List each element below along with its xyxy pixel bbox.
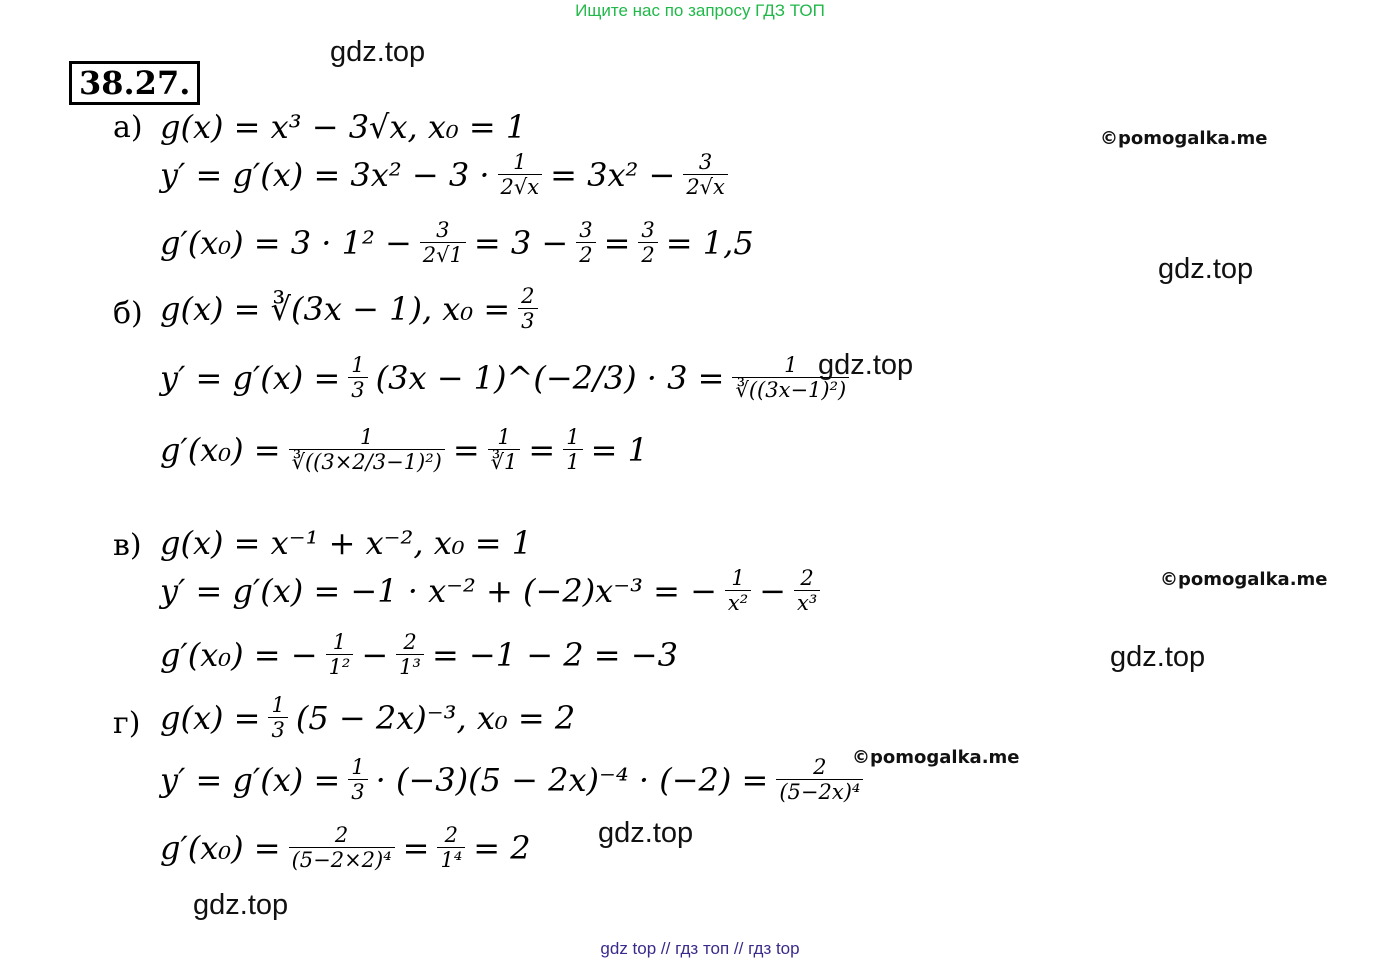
equation-text: g(x) = ∛(3x − 1), x₀ =: [160, 289, 511, 328]
fraction: $\frac{1}{1}$: [563, 425, 582, 474]
fraction: $\frac{1}{\text{∛((3x−1)²)}}$: [732, 353, 849, 402]
equation-text: g′(x₀) =: [160, 828, 281, 867]
equation-text: (5 − 2x)⁻³, x₀ = 2: [295, 698, 576, 737]
fraction: $\frac{2}{\text{x³}}$: [794, 566, 820, 615]
equation-text: y′ = g′(x) =: [160, 760, 341, 799]
equation-text: g′(x₀) = 3 · 1² −: [160, 223, 412, 262]
part-label: в): [113, 528, 142, 563]
watermark-gdz: gdz.top: [193, 889, 289, 921]
equation-text: y′ = g′(x) = 3x² − 3 ·: [160, 155, 490, 194]
watermark-pomogalka: ©pomogalka.me: [852, 747, 1020, 768]
watermark-pomogalka: ©pomogalka.me: [1100, 128, 1268, 149]
fraction: $\frac{3}{2√1}$: [420, 218, 466, 267]
equation-line: [160, 630, 678, 679]
equation-line: [160, 218, 754, 267]
equation-line: [160, 150, 731, 199]
watermark-gdz: gdz.top: [1158, 253, 1254, 285]
equation-text: = 3 −: [473, 223, 569, 262]
problem-number: 38.27.: [69, 61, 200, 105]
fraction: $\frac{1}{3}$: [268, 693, 287, 742]
fraction: $\frac{3}{2}$: [576, 218, 595, 267]
equation-text: g′(x₀) = −: [160, 635, 318, 674]
footer-links[interactable]: gdz top // гдз топ // гдз top: [600, 939, 800, 958]
fraction: $\frac{3}{2}$: [638, 218, 657, 267]
equation-text: g′(x₀) =: [160, 430, 281, 469]
equation-text: g(x) = x³ − 3√x, x₀ = 1: [160, 108, 527, 146]
equation-text: −: [759, 571, 786, 610]
part-label: г): [113, 706, 141, 741]
part-label: а): [113, 110, 143, 145]
fraction: $\frac{2}{3}$: [518, 284, 537, 333]
equation-line: [160, 755, 866, 804]
equation-line: [160, 524, 532, 562]
equation-line: [160, 353, 852, 402]
equation-text: (3x − 1)^(−2/3) · 3 =: [375, 358, 725, 397]
equation-text: = −1 − 2 = −3: [431, 635, 678, 674]
watermark-gdz: gdz.top: [598, 817, 694, 849]
equation-text: = 3x² −: [550, 155, 676, 194]
fraction: $\frac{1}{∛1}$: [488, 425, 521, 474]
fraction: $\frac{1}{\text{∛((3×2/3−1)²)}}$: [289, 425, 445, 474]
part-label: б): [113, 296, 143, 331]
equation-line: [160, 693, 575, 742]
fraction: $\frac{1}{\text{1²}}$: [326, 630, 354, 679]
equation-text: =: [603, 223, 631, 262]
equation-text: g(x) = x⁻¹ + x⁻², x₀ = 1: [160, 524, 533, 562]
fraction: $\frac{2}{\text{1³}}$: [396, 630, 424, 679]
fraction: $\frac{1}{2√x}$: [498, 150, 543, 199]
fraction: $\frac{1}{\text{x²}}$: [725, 566, 751, 615]
equation-line: [160, 425, 648, 474]
watermark-pomogalka: ©pomogalka.me: [1160, 569, 1328, 590]
equation-text: =: [452, 430, 480, 469]
equation-text: = 2: [473, 828, 531, 867]
fraction: $\frac{1}{3}$: [348, 755, 367, 804]
equation-text: =: [402, 828, 430, 867]
equation-line: [160, 566, 823, 615]
fraction: $\frac{3}{2√x}$: [683, 150, 728, 199]
equation-text: g(x) =: [160, 698, 261, 737]
top-banner: Ищите нас по запросу ГДЗ ТОП: [575, 1, 825, 20]
equation-line: [160, 108, 526, 146]
equation-text: =: [528, 430, 556, 469]
watermark-gdz: gdz.top: [818, 349, 914, 381]
fraction: $\frac{1}{3}$: [348, 353, 367, 402]
equation-text: −: [361, 635, 389, 674]
equation-text: = 1,5: [665, 223, 754, 262]
equation-text: y′ = g′(x) =: [160, 358, 341, 397]
equation-line: [160, 823, 531, 872]
equation-text: · (−3)(5 − 2x)⁻⁴ · (−2) =: [375, 760, 769, 799]
fraction: $\frac{2}{\text{1⁴}}$: [437, 823, 465, 872]
fraction: $\frac{2}{\text{(5−2x)⁴}}$: [776, 755, 863, 804]
equation-text: y′ = g′(x) = −1 · x⁻² + (−2)x⁻³ = −: [160, 571, 717, 610]
fraction: $\frac{2}{\text{(5−2×2)⁴}}$: [289, 823, 395, 872]
equation-line: [160, 284, 541, 333]
watermark-gdz: gdz.top: [330, 36, 426, 68]
watermark-gdz: gdz.top: [1110, 641, 1206, 673]
equation-text: = 1: [590, 430, 648, 469]
